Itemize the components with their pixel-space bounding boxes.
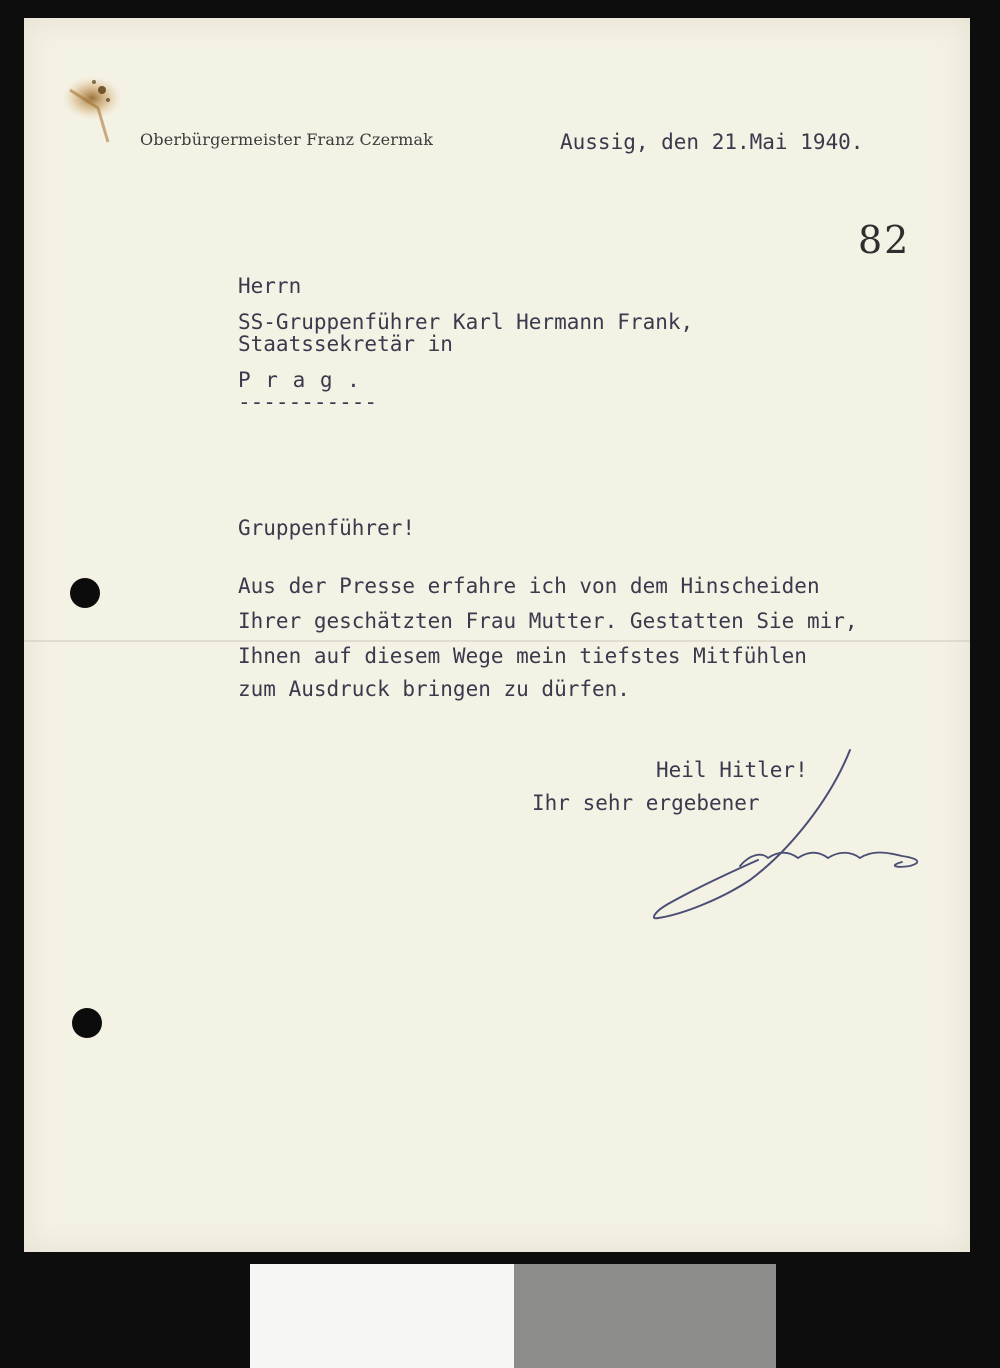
recipient-salutation: Herrn [238,274,302,298]
recipient-name: SS-Gruppenführer Karl Hermann Frank, [238,310,694,334]
closing-salute: Heil Hitler! [656,758,808,782]
paper-fold-line [24,640,970,642]
body-line: Aus der Presse erfahre ich von dem Hinscheiden [238,574,820,598]
recipient-city: P r a g . [238,368,361,392]
body-line: zum Ausdruck bringen zu dürfen. [238,677,630,701]
dateline: Aussig, den 21.Mai 1940. [560,130,864,154]
recipient-title: Staatssekretär in [238,332,453,356]
handwritten-signature [640,740,940,940]
letter-page [24,18,970,1252]
calibration-swatch-grey [514,1264,776,1368]
closing-phrase: Ihr sehr ergebener [532,791,760,815]
body-line: Ihrer geschätzten Frau Mutter. Gestatten Sie mir, [238,609,858,633]
punch-hole [72,1008,102,1038]
body-line: Ihnen auf diesem Wege mein tiefstes Mitfühlen [238,644,807,668]
punch-hole [70,578,100,608]
folio-number: 82 [858,218,911,262]
rust-stain-icon [30,60,130,160]
letterhead: Oberbürgermeister Franz Czermak [140,130,434,149]
calibration-swatch-white [250,1264,514,1368]
greeting: Gruppenführer! [238,516,416,540]
recipient-underline: ----------- [238,390,378,414]
